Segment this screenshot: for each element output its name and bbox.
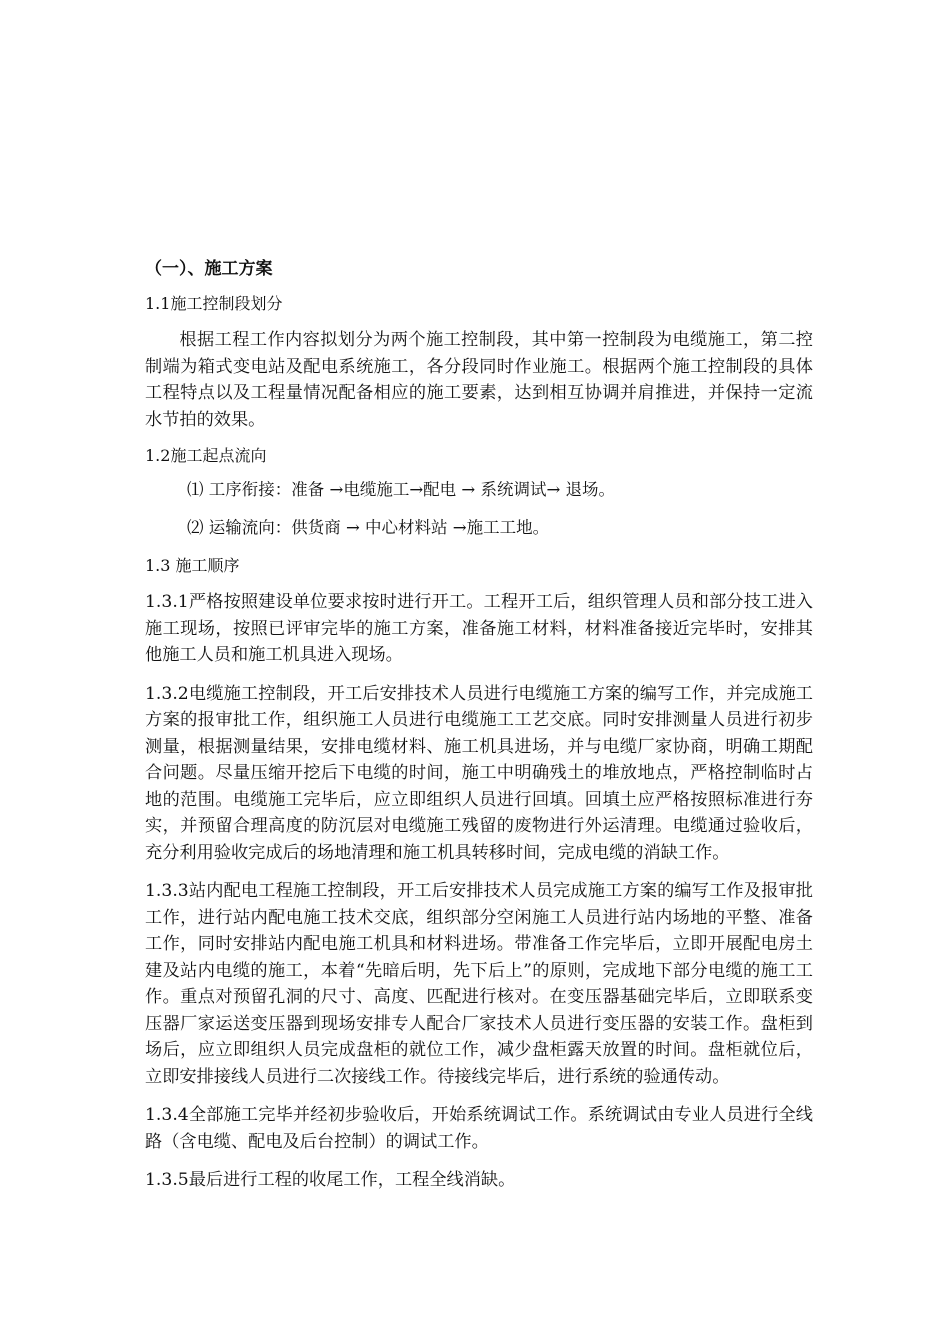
- subsection-title-1-3: 1.3 施工顺序: [145, 556, 240, 575]
- document-body: [145, 258, 813, 1206]
- paragraph-1-3-4: 1.3.4全部施工完毕并经初步验收后，开始系统调试工作。系统调试由专业人员进行全线路（含电缆、配电及后台控制）的调试工作。: [145, 1105, 813, 1152]
- paragraph-1-3-3: 1.3.3站内配电工程施工控制段，开工后安排技术人员完成施工方案的编写工作及报审批工作，进行站内配电施工技术交底，组织部分空闲施工人员进行站内场地的平整、准备工作，同时安排站内配电施工机具和材料进场。带准备工作完毕后，立即开展配电房土建及站内电缆的施工，本着“先暗后明，先下后上”的原则，完成地下部分电缆的施工工作。重点对预留孔洞的尺寸、高度、匹配进行核对。在变压器基础完毕后，立即联系变压器厂家运送变压器到现场安排专人配合厂家技术人员进行变压器的安装工作。盘柜到场后，应立即组织人员完成盘柜的就位工作，减少盘柜露天放置的时间。盘柜就位后，立即安排接线人员进行二次接线工作。待接线完毕后，进行系统的验通传动。: [145, 881, 813, 1087]
- process-flow-item: ⑴ 工序衔接：准备 →电缆施工→配电 → 系统调试→ 退场。: [187, 480, 616, 499]
- paragraph-1-3-2: 1.3.2电缆施工控制段，开工后安排技术人员进行电缆施工方案的编写工作，并完成施工方案的报审批工作，组织施工人员进行电缆施工工艺交底。同时安排测量人员进行初步测量，根据测量结果，安排电缆材料、施工机具进场，并与电缆厂家协商，明确工期配合问题。尽量压缩开挖后下电缆的时间，施工中明确残土的堆放地点，严格控制临时占地的范围。电缆施工完毕后，应立即组织人员进行回填。回填土应严格按照标准进行夯实，并预留合理高度的防沉层对电缆施工残留的废物进行外运清理。电缆通过验收后，充分利用验收完成后的场地清理和施工机具转移时间，完成电缆的消缺工作。: [145, 683, 813, 863]
- transport-flow-item: ⑵ 运输流向：供货商 → 中心材料站 →施工工地。: [187, 518, 550, 537]
- subsection-title-1-1: 1.1施工控制段划分: [145, 294, 283, 313]
- section-title: （一）、施工方案: [145, 259, 273, 279]
- paragraph-1-3-1: 1.3.1严格按照建设单位要求按时进行开工。工程开工后，组织管理人员和部分技工进入施工现场，按照已评审完毕的施工方案，准备施工材料，材料准备接近完毕时，安排其他施工人员和施工机具进入现场。: [145, 592, 813, 665]
- subsection-title-1-2: 1.2施工起点流向: [145, 446, 267, 465]
- paragraph-1-3-5: 1.3.5最后进行工程的收尾工作，工程全线消缺。: [145, 1170, 516, 1190]
- paragraph-1-1: 根据工程工作内容拟划分为两个施工控制段，其中第一控制段为电缆施工，第二控制端为箱式变电站及配电系统施工，各分段同时作业施工。根据两个施工控制段的具体工程特点以及工程量情况配备相应的施工要素，达到相互协调并肩推进，并保持一定流水节拍的效果。: [145, 330, 813, 430]
